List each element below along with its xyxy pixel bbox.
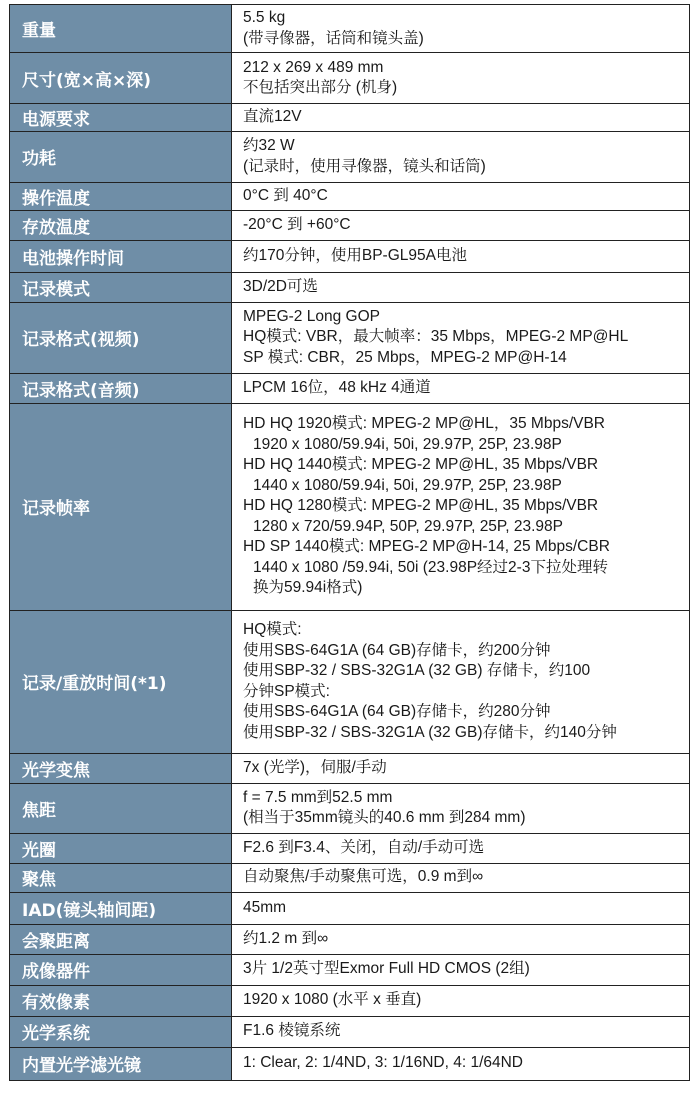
spec-value	[232, 272, 690, 302]
spec-value-line: LPCM 16位，48 kHz 4通道	[243, 378, 431, 396]
spec-value-line: 1920 x 1080 (水平 x 垂直)	[243, 991, 422, 1009]
spec-row	[10, 892, 690, 924]
spec-row	[10, 783, 690, 833]
spec-value	[232, 5, 690, 53]
spec-value-line: 45mm	[243, 898, 287, 916]
spec-value-line: 5.5 kg	[243, 9, 286, 26]
spec-value-line: HQ模式: VBR，最大帧率：35 Mbps，MPEG-2 MP@HL	[243, 328, 629, 346]
spec-label: 电池操作时间	[10, 240, 232, 272]
spec-value-line: 3片 1/2英寸型Exmor Full HD CMOS (2组)	[243, 960, 530, 978]
spec-value-line: HQ模式:	[243, 621, 302, 638]
spec-value-line: 换为59.94i格式)	[253, 579, 363, 597]
spec-value	[232, 403, 690, 610]
spec-value-line: HD SP 1440模式: MPEG-2 MP@H-14, 25 Mbps/CBR	[243, 538, 610, 556]
spec-row	[10, 272, 690, 302]
spec-value-line: 分钟SP模式:	[243, 682, 330, 700]
spec-value-line: 使用SBP-32 / SBS-32G1A (32 GB) 存储卡，约100	[243, 662, 591, 679]
spec-value-line: 1440 x 1080/59.94i, 50i, 29.97P, 25P, 23.98P	[253, 476, 562, 494]
spec-row	[10, 210, 690, 240]
spec-value-line: (带寻像器，话筒和镜头盖)	[243, 29, 424, 47]
spec-value	[232, 302, 690, 373]
spec-label: 记录/重放时间(*1)	[10, 610, 232, 753]
spec-value-line: 不包括突出部分 (机身)	[243, 79, 398, 96]
spec-row	[10, 373, 690, 403]
spec-value-line: 0°C 到 40°C	[243, 186, 328, 204]
spec-value-line: 使用SBS-64G1A (64 GB)存储卡，约280分钟	[243, 703, 551, 720]
spec-row	[10, 1047, 690, 1080]
spec-value-line: -20°C 到 +60°C	[243, 215, 351, 233]
spec-label: 重量	[10, 5, 232, 53]
spec-value	[232, 1016, 690, 1047]
spec-value	[232, 833, 690, 863]
spec-value	[232, 373, 690, 403]
spec-row	[10, 104, 690, 132]
spec-value-line: 1920 x 1080/59.94i, 50i, 29.97P, 25P, 23.98P	[253, 435, 562, 453]
spec-value	[232, 924, 690, 954]
spec-label: 内置光学滤光镜	[10, 1047, 232, 1080]
spec-value-line: HD HQ 1280模式: MPEG-2 MP@HL, 35 Mbps/VBR	[243, 497, 599, 515]
spec-value	[232, 954, 690, 985]
spec-value	[232, 240, 690, 272]
spec-value-line: 使用SBP-32 / SBS-32G1A (32 GB)存储卡，约140分钟	[243, 723, 617, 741]
spec-label: 记录格式(音频)	[10, 373, 232, 403]
spec-value-line: F1.6 棱镜系统	[243, 1022, 341, 1040]
spec-row	[10, 924, 690, 954]
spec-value-line: MPEG-2 Long GOP	[243, 307, 380, 325]
spec-value-line: (相当于35mm镜头的40.6 mm 到284 mm)	[243, 809, 526, 826]
spec-row	[10, 403, 690, 610]
spec-value	[232, 783, 690, 833]
spec-value	[232, 53, 690, 104]
spec-label: 聚焦	[10, 863, 232, 892]
spec-row	[10, 985, 690, 1016]
spec-value	[232, 892, 690, 924]
spec-value	[232, 985, 690, 1016]
spec-value-line: 3D/2D可选	[243, 277, 318, 295]
spec-value	[232, 863, 690, 892]
spec-label: 记录模式	[10, 272, 232, 302]
spec-value-line: f = 7.5 mm到52.5 mm	[243, 788, 393, 806]
spec-value-line: 1280 x 720/59.94P, 50P, 29.97P, 25P, 23.98P	[253, 517, 564, 535]
spec-value	[232, 1047, 690, 1080]
spec-row	[10, 863, 690, 892]
spec-row	[10, 1016, 690, 1047]
spec-label: 光学变焦	[10, 753, 232, 783]
spec-value	[232, 131, 690, 182]
spec-value	[232, 753, 690, 783]
spec-value-line: HD HQ 1920模式: MPEG-2 MP@HL，35 Mbps/VBR	[243, 415, 606, 433]
spec-value-line: SP 模式: CBR，25 Mbps，MPEG-2 MP@H-14	[243, 348, 567, 366]
spec-value-line: 约1.2 m 到∞	[243, 929, 329, 947]
spec-label: 操作温度	[10, 182, 232, 210]
spec-value	[232, 104, 690, 132]
spec-label: 光学系统	[10, 1016, 232, 1047]
spec-row	[10, 131, 690, 182]
spec-table	[9, 4, 690, 1081]
spec-row	[10, 240, 690, 272]
spec-value-line: 自动聚焦/手动聚焦可选，0.9 m到∞	[243, 868, 484, 886]
spec-value-line: 7x (光学)，伺服/手动	[243, 758, 387, 776]
spec-label: 光圈	[10, 833, 232, 863]
spec-value-line: HD HQ 1440模式: MPEG-2 MP@HL, 35 Mbps/VBR	[243, 456, 599, 474]
spec-value	[232, 210, 690, 240]
spec-label: 焦距	[10, 783, 232, 833]
spec-label: 尺寸(宽×高×深)	[10, 53, 232, 104]
spec-row	[10, 53, 690, 104]
spec-label: 存放温度	[10, 210, 232, 240]
spec-table-body	[10, 5, 690, 1081]
spec-label: 功耗	[10, 131, 232, 182]
spec-row	[10, 954, 690, 985]
spec-value-line: 约170分钟，使用BP-GL95A电池	[243, 246, 467, 264]
spec-label: 记录帧率	[10, 403, 232, 610]
spec-label: 电源要求	[10, 104, 232, 132]
spec-row	[10, 833, 690, 863]
spec-value-line: (记录时，使用寻像器，镜头和话筒)	[243, 157, 486, 175]
spec-row	[10, 610, 690, 753]
spec-label: 记录格式(视频)	[10, 302, 232, 373]
spec-row	[10, 5, 690, 53]
spec-label: 会聚距离	[10, 924, 232, 954]
spec-value-line: 直流12V	[243, 108, 302, 125]
spec-label: 成像器件	[10, 954, 232, 985]
spec-value-line: F2.6 到F3.4、关闭，自动/手动可选	[243, 838, 485, 856]
spec-value-line: 约32 W	[243, 137, 295, 154]
spec-value-line: 使用SBS-64G1A (64 GB)存储卡，约200分钟	[243, 641, 551, 659]
spec-value	[232, 610, 690, 753]
spec-value	[232, 182, 690, 210]
spec-label: IAD(镜头轴间距)	[10, 892, 232, 924]
spec-value-line: 1440 x 1080 /59.94i, 50i (23.98P经过2-3下拉处理转	[253, 558, 608, 576]
spec-label: 有效像素	[10, 985, 232, 1016]
spec-row	[10, 753, 690, 783]
spec-row	[10, 302, 690, 373]
spec-value-line: 212 x 269 x 489 mm	[243, 58, 384, 76]
spec-row	[10, 182, 690, 210]
spec-value-line: 1: Clear, 2: 1/4ND, 3: 1/16ND, 4: 1/64ND	[243, 1054, 523, 1072]
